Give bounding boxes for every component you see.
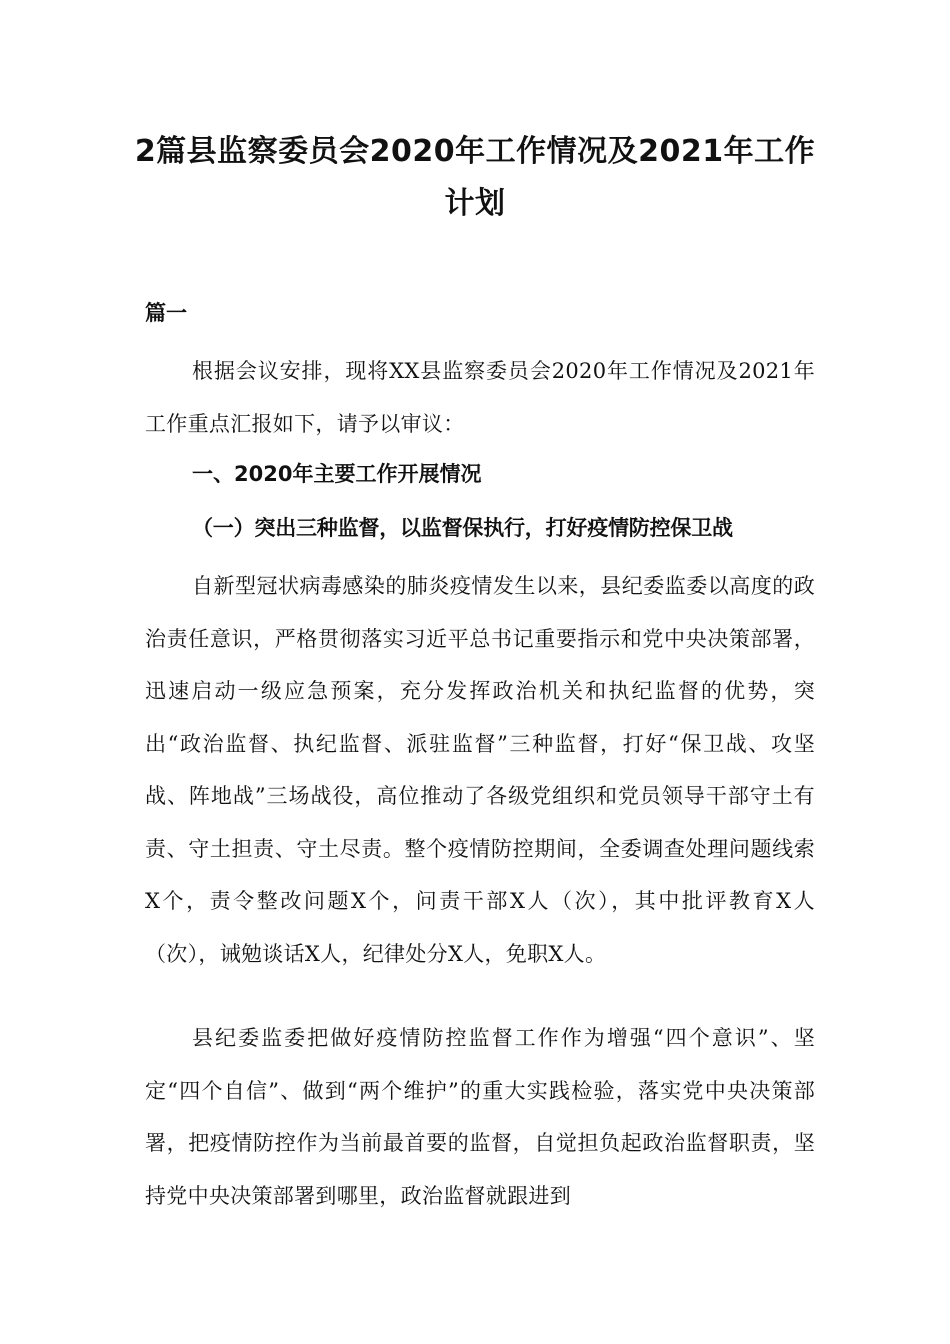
intro-paragraph: 根据会议安排，现将XX县监察委员会2020年工作情况及2021年工作重点汇报如下，请予以审议： [145,359,815,436]
document-title: 2篇县监察委员会2020年工作情况及2021年工作计划 [134,134,816,221]
body-paragraph-2: 县纪委监委把做好疫情防控监督工作作为增强“四个意识”、坚定“四个自信”、做到“两个维护”的重大实践检验，落实党中央决策部署，把疫情防控作为当前最首要的监督，自觉担负起政治监督职责，坚持党中央决策部署到哪里，政治监督就跟进到 [145,1026,815,1208]
heading-level-2: （一）突出三种监督，以监督保执行，打好疫情防控保卫战 [192,516,733,540]
heading-level-1: 一、2020年主要工作开展情况 [192,462,482,486]
section-label: 篇一 [145,301,187,325]
body-paragraph-1: 自新型冠状病毒感染的肺炎疫情发生以来，县纪委监委以高度的政治责任意识，严格贯彻落实习近平总书记重要指示和党中央决策部署，迅速启动一级应急预案，充分发挥政治机关和执纪监督的优势，突出“政治监督、执纪监督、派驻监督”三种监督，打好“保卫战、攻坚战、阵地战”三场战役，高位推动了各级党组织和党员领导干部守土有责、守土担责、守土尽责。整个疫情防控期间，全委调查处理问题线索X个，责令整改问题X个，问责干部X人（次），其中批评教育X人（次），诫勉谈话X人，纪律处分X人，免职X人。 [145,574,815,966]
